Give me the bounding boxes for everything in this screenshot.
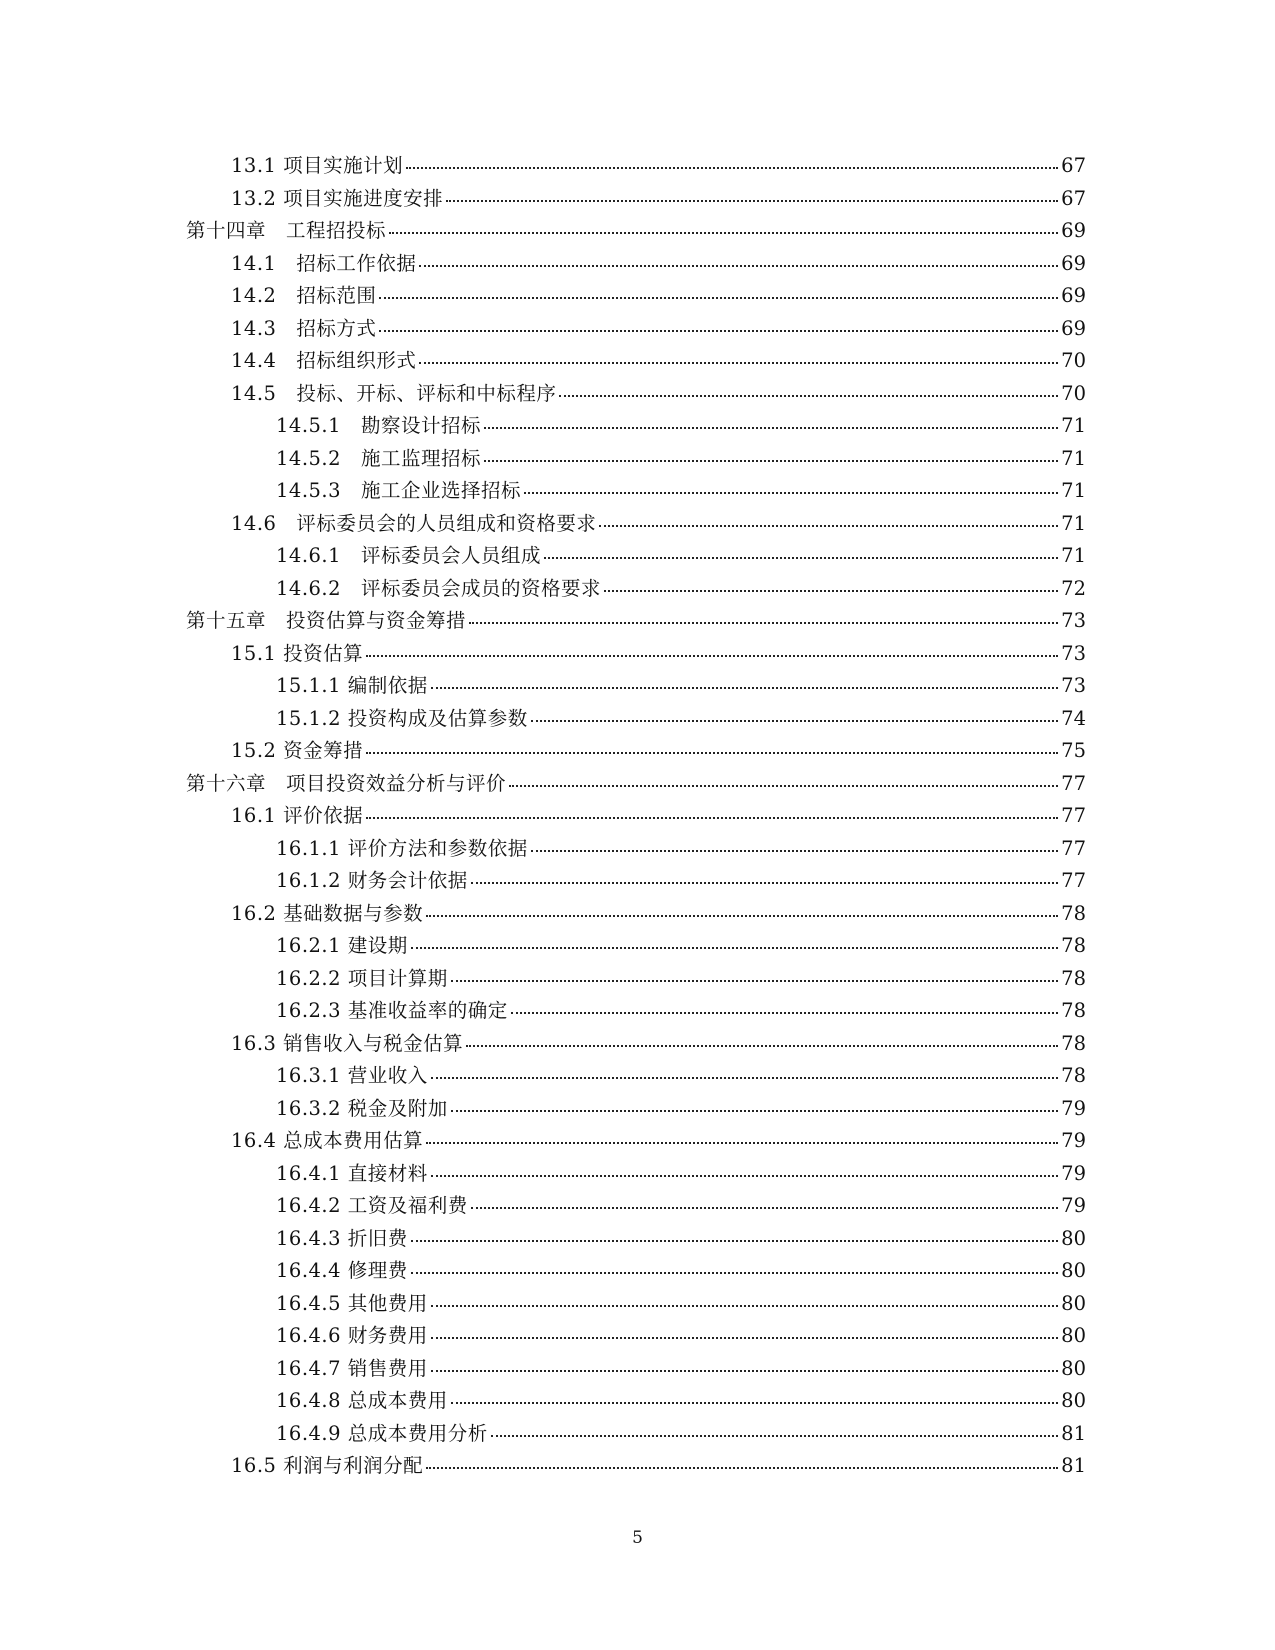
toc-entry[interactable]: [186, 898, 1086, 931]
toc-entry[interactable]: [186, 1190, 1086, 1223]
toc-entry-title: 第十五章 投资估算与资金筹措: [186, 609, 467, 632]
dot-leader: [389, 232, 1058, 234]
toc-entry-page: 71: [1061, 414, 1086, 437]
toc-entry-page: 70: [1061, 349, 1086, 372]
toc-entry-title: 14.3 招标方式: [231, 316, 377, 340]
toc-entry-page: 67: [1061, 154, 1086, 177]
toc-entry-page: 80: [1061, 1291, 1086, 1315]
toc-entry-title: 14.5 投标、开标、评标和中标程序: [231, 381, 557, 405]
toc-entry[interactable]: [186, 1450, 1086, 1483]
dot-leader: [469, 622, 1058, 624]
toc-entry-title: 第十六章 项目投资效益分析与评价: [186, 771, 507, 795]
toc-entry-page: 79: [1061, 1194, 1086, 1217]
dot-leader: [559, 395, 1058, 397]
toc-entry[interactable]: [186, 1028, 1086, 1061]
toc-entry-page: 69: [1061, 251, 1086, 275]
toc-entry-title: 16.4.9 总成本费用分析: [276, 1421, 488, 1445]
toc-entry[interactable]: [186, 573, 1086, 606]
toc-entry-page: 71: [1061, 511, 1086, 535]
toc-entry-page: 77: [1061, 836, 1086, 860]
toc-entry-page: 80: [1061, 1259, 1086, 1282]
toc-entry[interactable]: [186, 1418, 1086, 1451]
dot-leader: [419, 265, 1058, 267]
dot-leader: [511, 1012, 1058, 1014]
toc-entry-title: 14.6.1 评标委员会人员组成: [276, 544, 542, 567]
toc-entry-title: 16.2.3 基准收益率的确定: [276, 999, 508, 1022]
toc-entry-title: 16.4 总成本费用估算: [231, 1129, 424, 1152]
toc-entry[interactable]: [186, 345, 1086, 378]
toc-entry-title: 14.6 评标委员会的人员组成和资格要求: [231, 511, 597, 535]
toc-entry-title: 14.4 招标组织形式: [231, 349, 417, 372]
toc-entry-page: 80: [1061, 1226, 1086, 1250]
toc-entry[interactable]: [186, 410, 1086, 443]
dot-leader: [471, 1207, 1058, 1209]
toc-entry[interactable]: [186, 670, 1086, 703]
dot-leader: [366, 655, 1058, 657]
dot-leader: [379, 330, 1058, 332]
toc-entry-page: 73: [1061, 641, 1086, 665]
toc-entry-page: 69: [1061, 316, 1086, 340]
dot-leader: [484, 460, 1058, 462]
toc-entry-title: 16.2.1 建设期: [276, 934, 408, 957]
dot-leader: [426, 915, 1058, 917]
page-number: 5: [632, 1528, 643, 1548]
toc-entry[interactable]: [186, 1060, 1086, 1093]
dot-leader: [366, 817, 1058, 819]
dot-leader: [446, 200, 1058, 202]
toc-entry-page: 78: [1061, 1031, 1086, 1055]
dot-leader: [509, 785, 1058, 787]
toc-entry[interactable]: [186, 1288, 1086, 1321]
toc-entry-page: 74: [1061, 706, 1086, 730]
toc-entry[interactable]: [186, 215, 1086, 248]
toc-entry-title: 16.4.4 修理费: [276, 1259, 408, 1282]
toc-entry[interactable]: [186, 1385, 1086, 1418]
toc-entry[interactable]: [186, 1255, 1086, 1288]
toc-entry-page: 69: [1061, 219, 1086, 242]
dot-leader: [544, 557, 1058, 559]
toc-entry-title: 15.1.2 投资构成及估算参数: [276, 706, 528, 730]
dot-leader: [431, 1370, 1058, 1372]
toc-entry-title: 16.3.1 营业收入: [276, 1064, 428, 1087]
toc-entry[interactable]: [186, 800, 1086, 833]
dot-leader: [599, 525, 1058, 527]
toc-entry[interactable]: [186, 248, 1086, 281]
dot-leader: [426, 1142, 1058, 1144]
toc-entry-page: 81: [1061, 1421, 1086, 1445]
toc-entry-title: 15.1.1 编制依据: [276, 674, 428, 697]
dot-leader: [531, 720, 1058, 722]
dot-leader: [431, 687, 1058, 689]
dot-leader: [451, 980, 1058, 982]
toc-entry-title: 16.4.5 其他费用: [276, 1291, 428, 1315]
toc-entry-title: 16.1.1 评价方法和参数依据: [276, 836, 528, 860]
dot-leader: [431, 1337, 1058, 1339]
toc-entry[interactable]: [186, 833, 1086, 866]
toc-entry-title: 14.5.3 施工企业选择招标: [276, 479, 522, 502]
dot-leader: [406, 167, 1058, 169]
toc-entry-title: 16.4.3 折旧费: [276, 1226, 408, 1250]
dot-leader: [484, 427, 1058, 429]
toc-entry-page: 73: [1061, 674, 1086, 697]
toc-entry[interactable]: [186, 443, 1086, 476]
toc-entry-page: 70: [1061, 381, 1086, 405]
toc-entry[interactable]: [186, 865, 1086, 898]
dot-leader: [466, 1045, 1058, 1047]
toc-entry-page: 69: [1061, 284, 1086, 307]
toc-entry-page: 79: [1061, 1096, 1086, 1120]
toc-entry-title: 14.1 招标工作依据: [231, 251, 417, 275]
dot-leader: [411, 947, 1058, 949]
toc-entry[interactable]: [186, 768, 1086, 801]
dot-leader: [411, 1272, 1058, 1274]
toc-entry[interactable]: [186, 605, 1086, 638]
toc-entry-page: 72: [1061, 576, 1086, 600]
dot-leader: [431, 1077, 1058, 1079]
toc-entry[interactable]: [186, 280, 1086, 313]
toc-entry-page: 77: [1061, 804, 1086, 827]
toc-entry[interactable]: [186, 995, 1086, 1028]
dot-leader: [431, 1305, 1058, 1307]
toc-entry-page: 77: [1061, 771, 1086, 795]
toc-entry-title: 14.2 招标范围: [231, 284, 377, 307]
toc-entry-title: 16.2.2 项目计算期: [276, 966, 448, 990]
toc-entry[interactable]: [186, 150, 1086, 183]
toc-entry-page: 75: [1061, 739, 1086, 762]
dot-leader: [604, 590, 1058, 592]
toc-entry-page: 78: [1061, 1064, 1086, 1087]
toc-entry-page: 78: [1061, 966, 1086, 990]
toc-entry-title: 13.1 项目实施计划: [231, 154, 404, 177]
toc-entry[interactable]: [186, 735, 1086, 768]
toc-entry-page: 71: [1061, 446, 1086, 470]
toc-entry-title: 16.1 评价依据: [231, 804, 364, 827]
toc-entry[interactable]: [186, 703, 1086, 736]
toc-entry-title: 15.2 资金筹措: [231, 739, 364, 762]
toc-entry-title: 16.4.2 工资及福利费: [276, 1194, 468, 1217]
dot-leader: [426, 1467, 1058, 1469]
toc-entry[interactable]: [186, 475, 1086, 508]
toc-entry-page: 78: [1061, 934, 1086, 957]
toc-entry-page: 71: [1061, 479, 1086, 502]
toc-entry[interactable]: [186, 963, 1086, 996]
toc-entry-page: 67: [1061, 186, 1086, 210]
toc-entry-page: 77: [1061, 869, 1086, 892]
toc-entry-page: 80: [1061, 1356, 1086, 1380]
toc-entry[interactable]: [186, 930, 1086, 963]
dot-leader: [524, 492, 1058, 494]
dot-leader: [411, 1240, 1058, 1242]
toc-entry-page: 81: [1061, 1454, 1086, 1477]
toc-entry-title: 16.1.2 财务会计依据: [276, 869, 468, 892]
toc-entry-page: 79: [1061, 1161, 1086, 1185]
toc-entry-page: 71: [1061, 544, 1086, 567]
toc-entry-title: 16.4.6 财务费用: [276, 1324, 428, 1347]
toc-entry-page: 79: [1061, 1129, 1086, 1152]
table-of-contents: [186, 150, 1086, 1483]
toc-entry-page: 80: [1061, 1389, 1086, 1412]
toc-entry-title: 14.5.1 勘察设计招标: [276, 414, 482, 437]
toc-entry[interactable]: [186, 1320, 1086, 1353]
toc-entry-page: 78: [1061, 901, 1086, 925]
dot-leader: [491, 1435, 1058, 1437]
toc-entry[interactable]: [186, 1093, 1086, 1126]
toc-entry-page: 80: [1061, 1324, 1086, 1347]
toc-entry-title: 16.3 销售收入与税金估算: [231, 1031, 464, 1055]
toc-entry-title: 16.3.2 税金及附加: [276, 1096, 448, 1120]
toc-entry-page: 73: [1061, 609, 1086, 632]
toc-entry[interactable]: [186, 508, 1086, 541]
toc-entry-title: 16.5 利润与利润分配: [231, 1454, 424, 1477]
toc-entry-page: 78: [1061, 999, 1086, 1022]
toc-entry[interactable]: [186, 540, 1086, 573]
toc-entry-title: 14.6.2 评标委员会成员的资格要求: [276, 576, 602, 600]
toc-entry[interactable]: [186, 1125, 1086, 1158]
toc-entry-title: 16.4.8 总成本费用: [276, 1389, 448, 1412]
dot-leader: [471, 882, 1058, 884]
dot-leader: [379, 297, 1058, 299]
dot-leader: [531, 850, 1058, 852]
toc-entry[interactable]: [186, 1158, 1086, 1191]
toc-entry-title: 13.2 项目实施进度安排: [231, 186, 444, 210]
dot-leader: [419, 362, 1058, 364]
toc-entry[interactable]: [186, 313, 1086, 346]
toc-entry[interactable]: [186, 378, 1086, 411]
dot-leader: [451, 1402, 1058, 1404]
toc-entry-title: 16.2 基础数据与参数: [231, 901, 424, 925]
toc-entry[interactable]: [186, 183, 1086, 216]
toc-entry-title: 第十四章 工程招投标: [186, 219, 387, 242]
toc-entry[interactable]: [186, 1223, 1086, 1256]
toc-entry-title: 15.1 投资估算: [231, 641, 364, 665]
toc-entry-title: 16.4.1 直接材料: [276, 1161, 428, 1185]
toc-entry[interactable]: [186, 1353, 1086, 1386]
toc-entry-title: 16.4.7 销售费用: [276, 1356, 428, 1380]
dot-leader: [366, 752, 1058, 754]
dot-leader: [451, 1110, 1058, 1112]
toc-entry-title: 14.5.2 施工监理招标: [276, 446, 482, 470]
toc-entry[interactable]: [186, 638, 1086, 671]
dot-leader: [431, 1175, 1058, 1177]
